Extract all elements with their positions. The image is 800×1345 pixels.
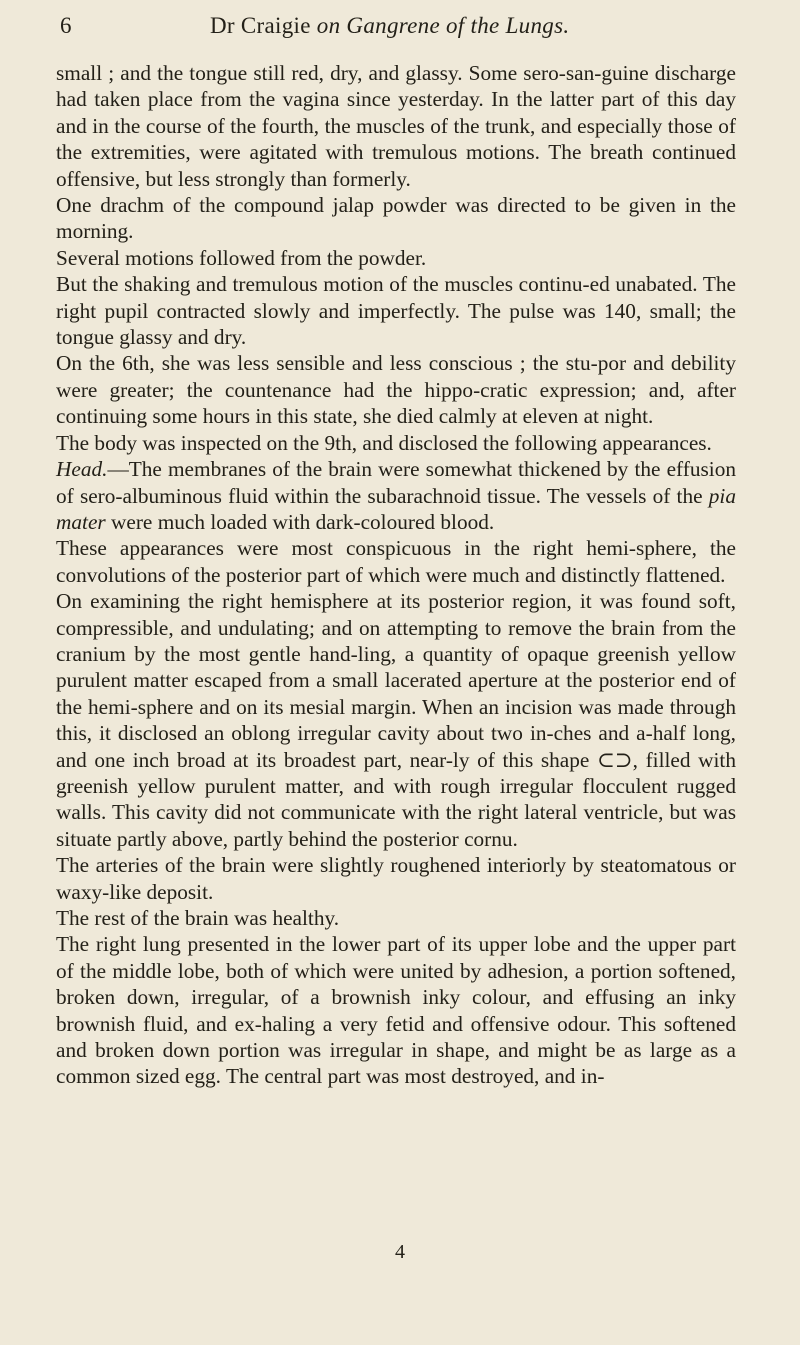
paragraph: The right lung presented in the lower part of its upper lobe and the upper part of the middle lobe, both of which were united by adhesion, a portion softened, broken down, irregular, of a brownish inky colour, and effusing an inky brownish fluid, and ex-haling a very fetid and offensive odour. This softened and broken down portion was irregular in shape, and might be as large as a common sized egg. The central part was most destroyed, and in- xyxy=(56,932,736,1089)
paragraph: Several motions followed from the powder. xyxy=(56,245,427,270)
italic-term: pia mater xyxy=(56,483,736,534)
paragraph: small ; and the tongue still red, dry, and glassy. Some sero-san-guine discharge had taken place from the vagina since yesterday. In the latter part of this day and in the course of the fourth, the muscles of the trunk, and especially those of the extremities, were agitated with tremulous motions. The breath continued offensive, but less strongly than formerly. xyxy=(56,61,736,191)
paragraph-text: —The membranes of the brain were somewhat thickened by the effusion of sero-albuminous fluid within the subarachnoid tissue. The vessels of the xyxy=(56,457,736,508)
running-head-title: on Gangrene of the Lungs. xyxy=(316,13,570,38)
paragraph-text-end: were much loaded with dark-coloured blood. xyxy=(105,509,495,534)
paragraph: On the 6th, she was less sensible and less conscious ; the stu-por and debility were greater; the countenance had the hippo-cratic expression; and, after continuing some hours in this state, she died calmly at eleven at night. xyxy=(56,351,736,429)
page-header xyxy=(60,6,740,46)
running-head-author: Dr Craigie xyxy=(210,13,317,38)
running-head xyxy=(210,6,569,46)
paragraph: The arteries of the brain were slightly roughened interiorly by steatomatous or waxy-like deposit. xyxy=(56,853,736,904)
paragraph-head-section xyxy=(56,456,736,535)
body-text xyxy=(56,60,736,1090)
page-number: 6 xyxy=(60,13,72,38)
paragraph: These appearances were most conspicuous in the right hemi-sphere, the convolutions of the posterior part of which were much and distinctly flattened. xyxy=(56,536,736,587)
signature-mark: 4 xyxy=(395,1241,405,1263)
paragraph: On examining the right hemisphere at its posterior region, it was found soft, compressible, and undulating; and on attempting to remove the brain from the cranium by the most gentle hand-ling, a quantity of opaque greenish yellow purulent matter escaped from a small lacerated aperture at the posterior end of the hemi-sphere and on its mesial margin. When an incision was made through this, it disclosed an oblong irregular cavity about two in-ches and a-half long, and one inch broad at its broadest part, near-ly of this shape ⊂⊃, filled with greenish yellow purulent matter, and with rough irregular flocculent rugged walls. This cavity did not communicate with the right lateral ventricle, but was situate partly above, partly behind the posterior cornu. xyxy=(56,589,736,851)
paragraph: The body was inspected on the 9th, and disclosed the following appearances. xyxy=(56,430,712,455)
paragraph: The rest of the brain was healthy. xyxy=(56,906,340,930)
paragraph: But the shaking and tremulous motion of the muscles continu-ed unabated. The right pupil contracted slowly and imperfectly. The pulse was 140, small; the tongue glassy and dry. xyxy=(56,272,736,350)
paragraph: One drachm of the compound jalap powder was directed to be given in the morning. xyxy=(56,193,736,244)
section-heading: Head. xyxy=(56,457,108,482)
